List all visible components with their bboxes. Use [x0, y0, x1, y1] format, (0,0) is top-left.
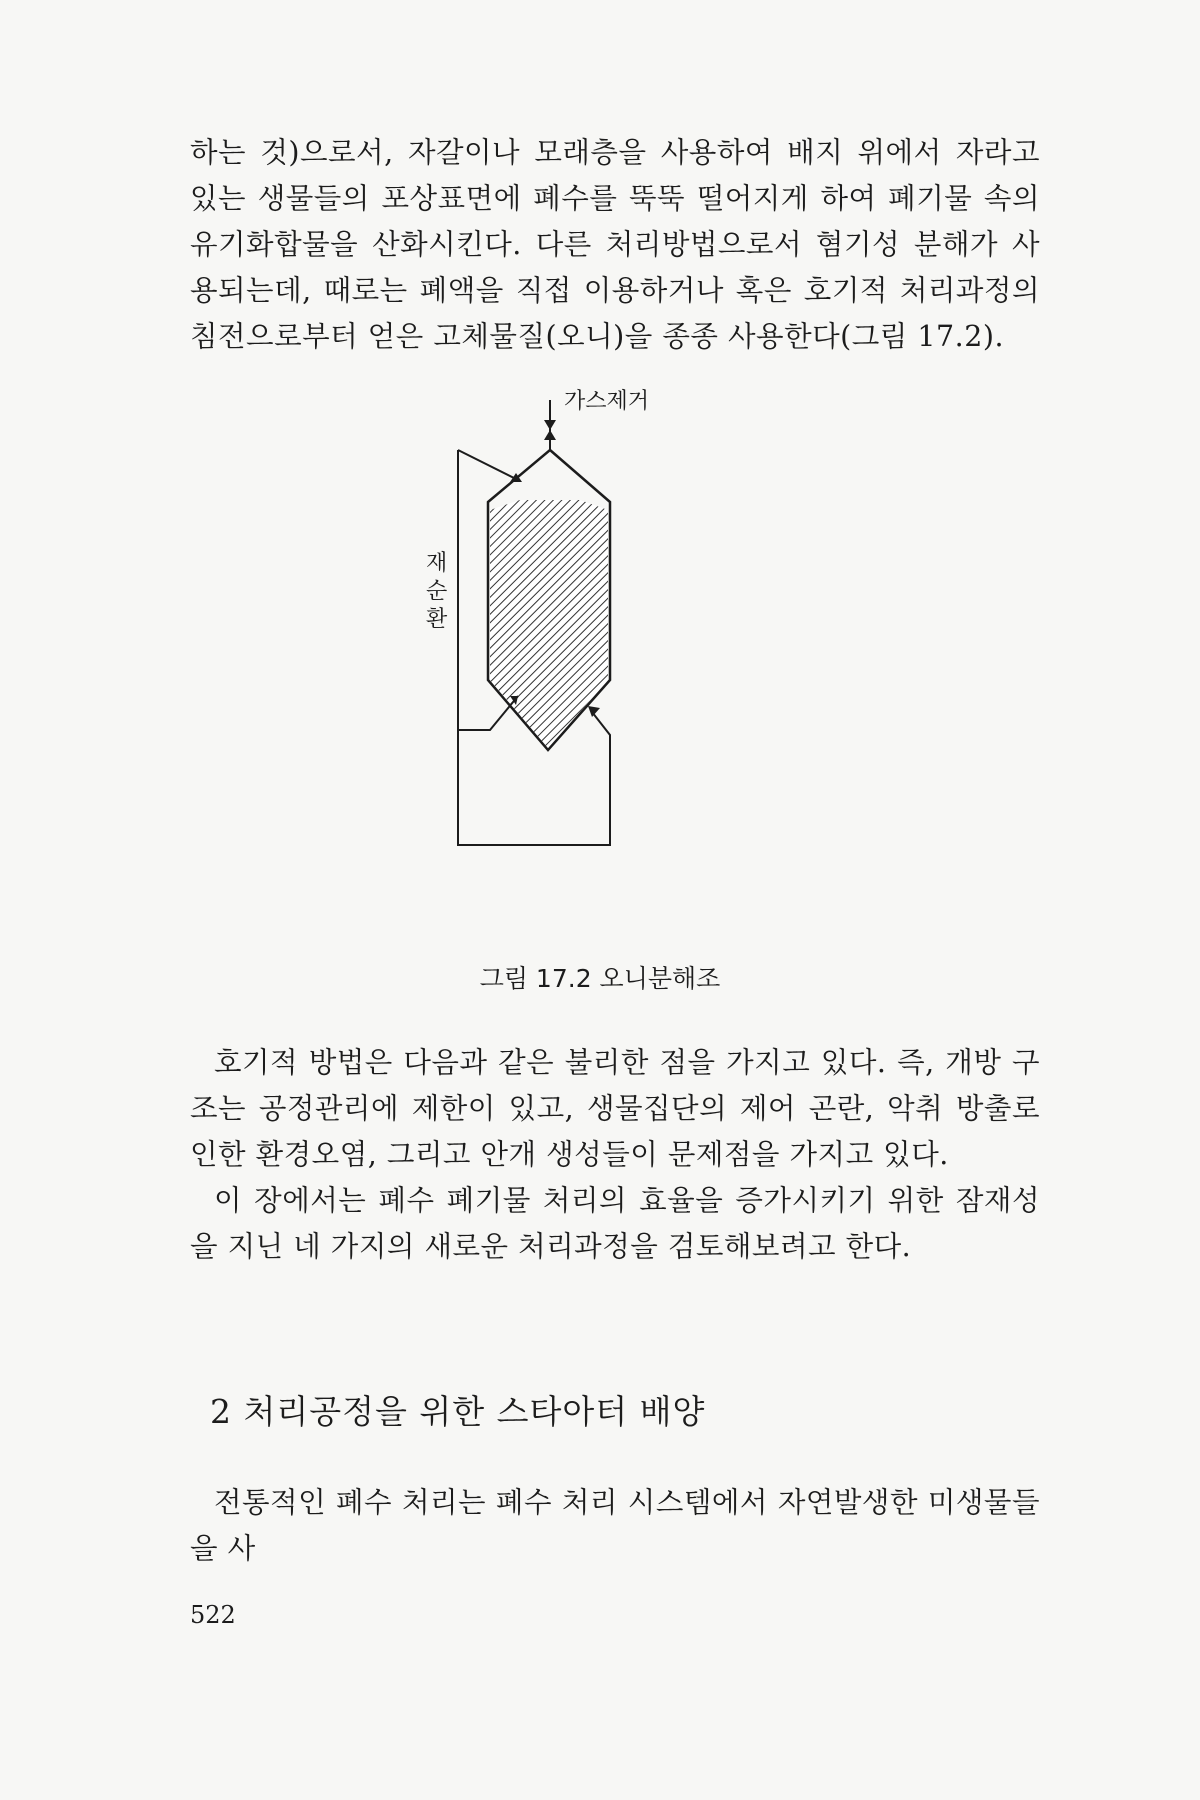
valve-icon — [544, 420, 556, 430]
paragraph: 전통적인 폐수 처리는 폐수 처리 시스템에서 자연발생한 미생물들을 사 — [190, 1486, 1040, 1565]
sludge-digester-figure — [426, 389, 770, 970]
section-heading: 2 처리공정을 위한 스타아터 배양 — [210, 1392, 706, 1431]
recycle-label-char: 순 — [426, 579, 448, 604]
paragraph: 이 장에서는 폐수 폐기물 처리의 효율을 증가시키기 위한 잠재성을 지닌 네 가지의 새로운 처리과정을 검토해보려고 한다. — [190, 1184, 1040, 1263]
page-number: 522 — [190, 1601, 236, 1629]
paragraph-block-top — [190, 130, 1040, 360]
recycle-inlet-line — [458, 450, 518, 480]
paragraph: 하는 것)으로서, 자갈이나 모래층을 사용하여 배지 위에서 자라고 있는 생물들의 포상표면에 폐수를 뚝뚝 떨어지게 하여 폐기물 속의 유기화합물을 산화시킨다. 다른 처리방법으로서 혐기성 분해가 사용되는데, 때로는 폐액을 직접 이용하거나 혹은 호기적 처리과정의 침전으로부터 얻은 고체물질(오니)을 종종 사용한다(그림 17.2). — [190, 136, 1040, 353]
figure-caption: 그림 17.2 오니분해조 — [479, 964, 721, 993]
paragraph: 호기적 방법은 다음과 같은 불리한 점을 가지고 있다. 즉, 개방 구조는 공정관리에 제한이 있고, 생물집단의 제어 곤란, 악취 방출로 인한 환경오염, 그리고 안개 생성들이 문제점을 가지고 있다. — [190, 1046, 1040, 1171]
gas-removal-label: 가스제거 — [564, 389, 650, 414]
valve-icon — [544, 430, 556, 440]
recycle-label-char: 환 — [426, 607, 448, 632]
paragraph-block-mid — [190, 1040, 1040, 1270]
paragraph-block-bottom — [190, 1480, 1040, 1572]
recycle-label-char: 재 — [426, 551, 448, 576]
sludge-digester-diagram — [426, 389, 770, 970]
